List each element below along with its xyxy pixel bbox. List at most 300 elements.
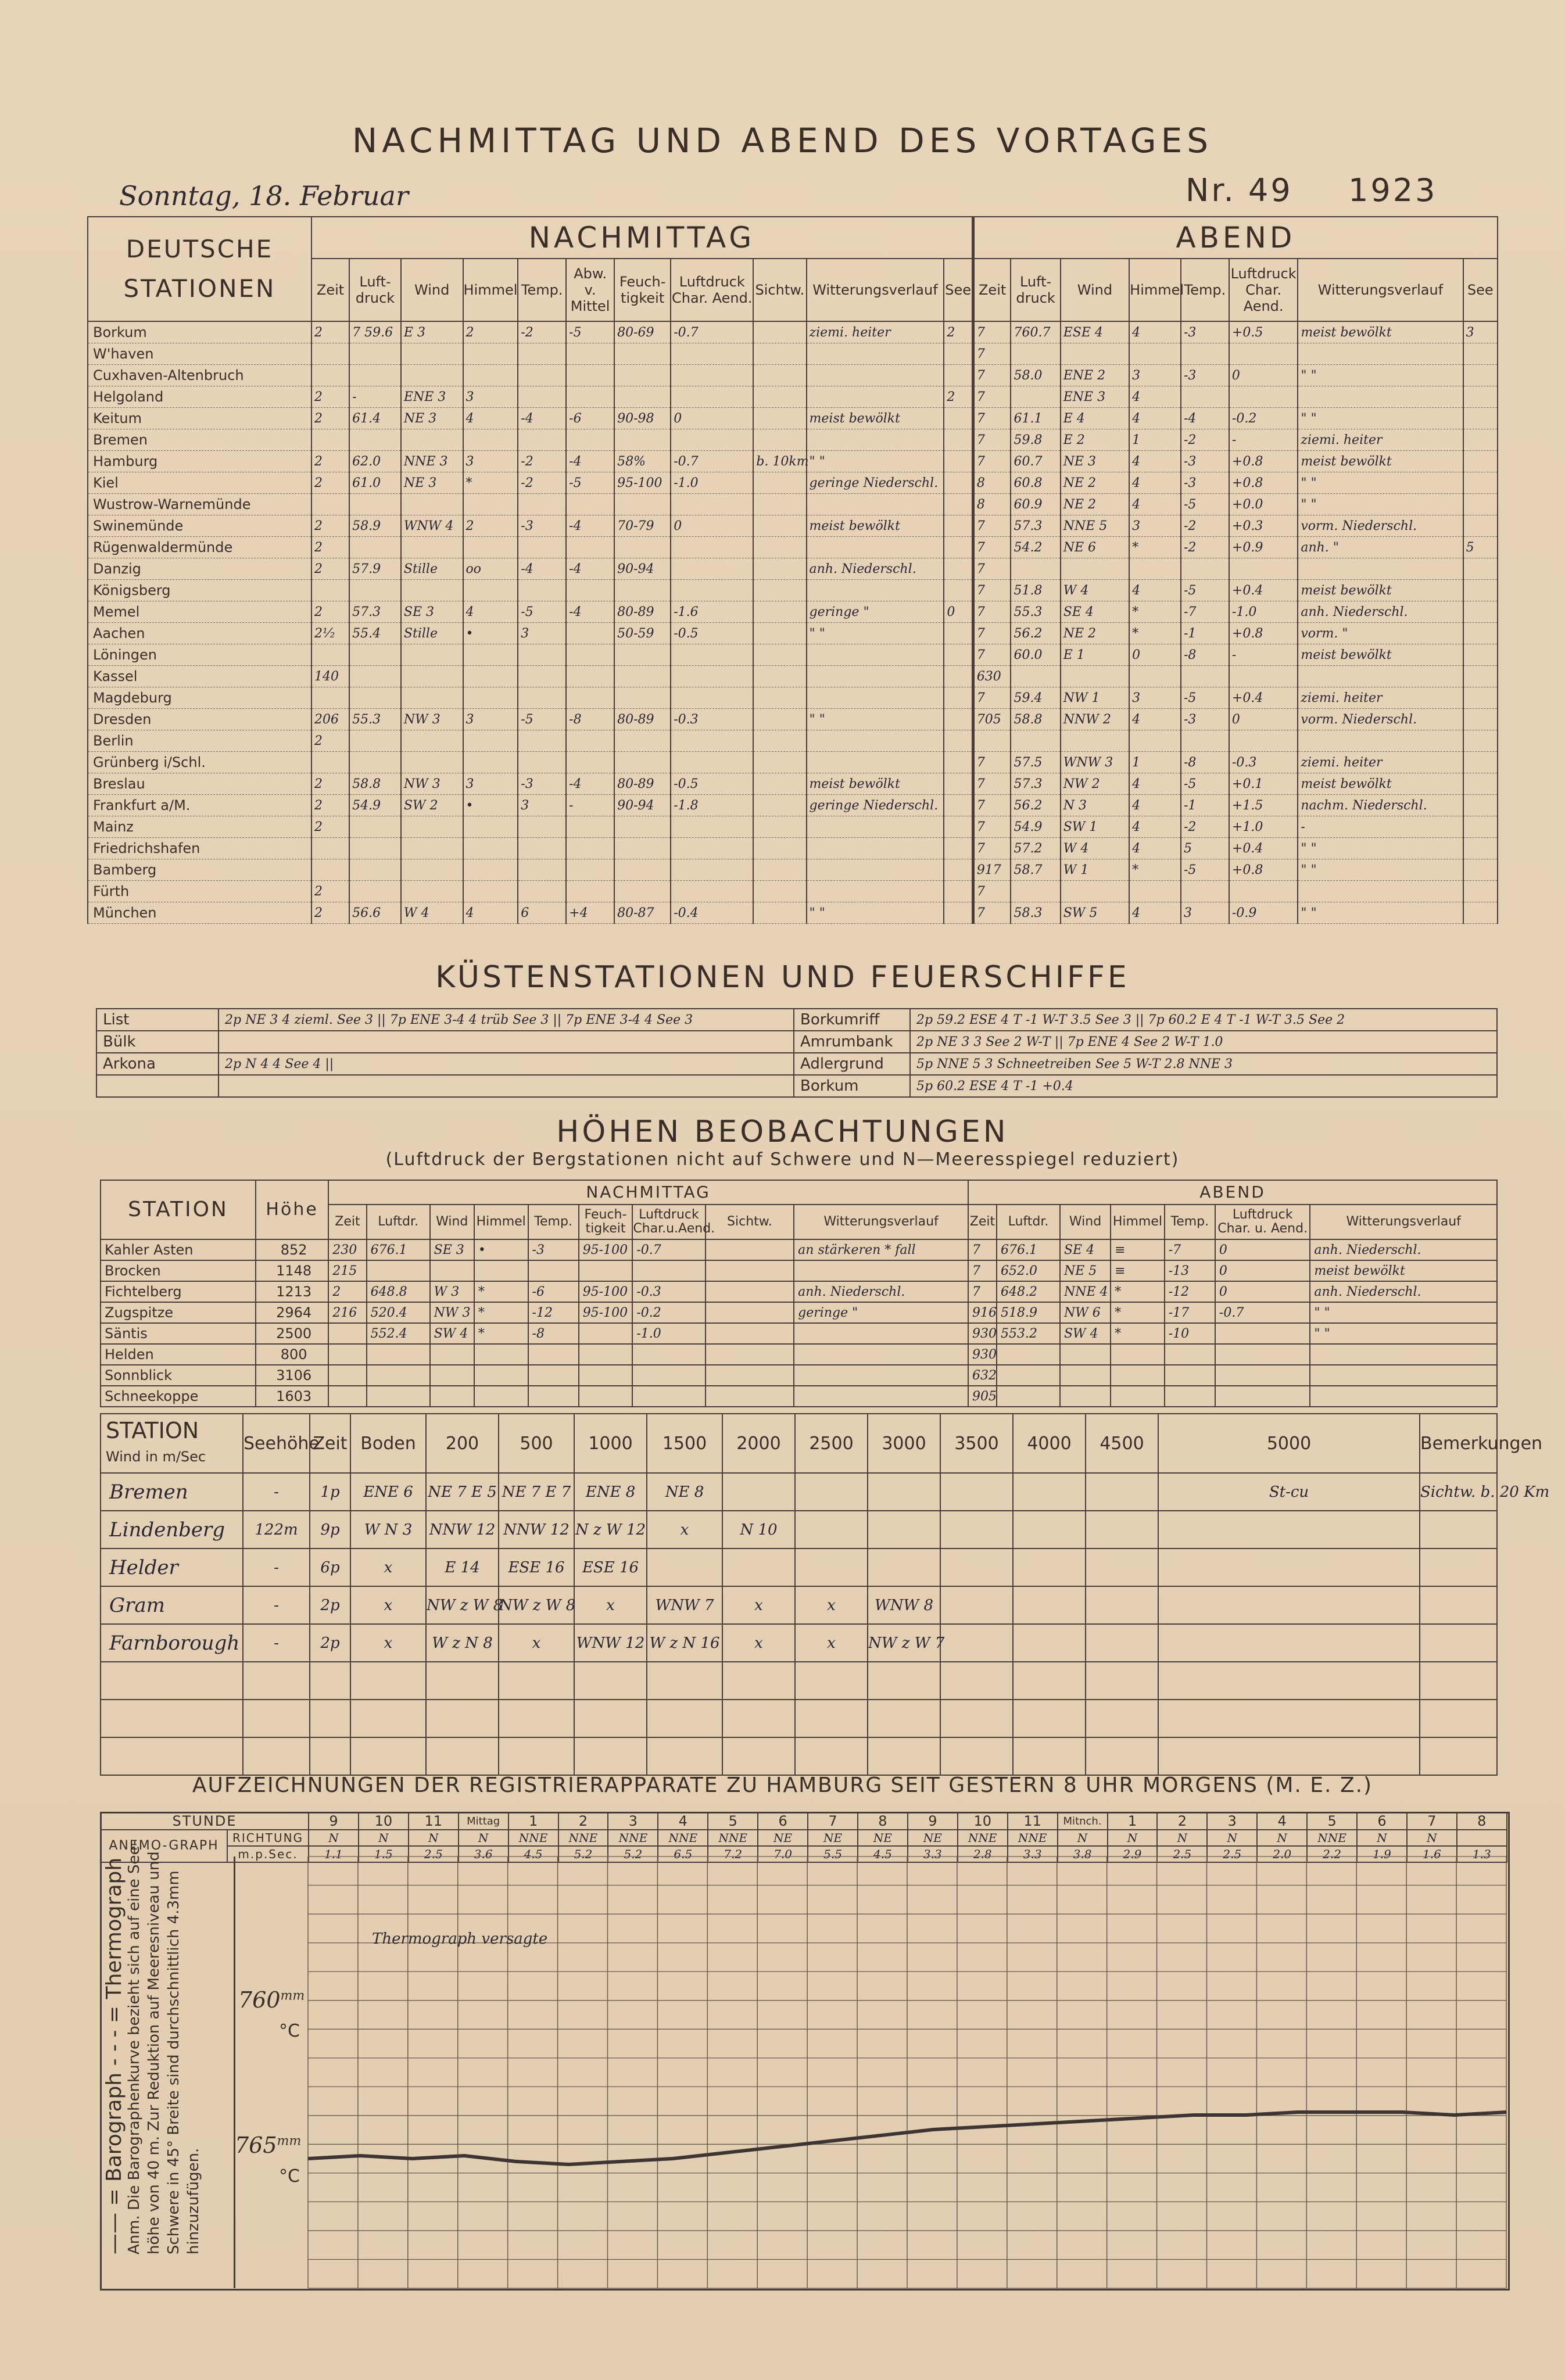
ab-cell: 5: [1463, 537, 1498, 558]
richtung-label: RICHTUNG: [227, 1830, 309, 1846]
wind-cell: [243, 1737, 310, 1775]
station-name: Dresden: [88, 709, 311, 730]
ab-col-header: Wind: [1061, 259, 1129, 321]
ab-cell: +0.4: [1229, 687, 1298, 709]
table-row: [88, 773, 1498, 795]
mount-ab-cell: *: [1111, 1281, 1165, 1302]
nm-cell: [463, 537, 518, 558]
table-row: [88, 859, 1498, 881]
nm-cell: geringe Niederschl.: [807, 472, 944, 494]
legend-line5: hinzuzufügen.: [185, 2148, 202, 2254]
mount-station-name: Sonnblick: [101, 1365, 256, 1386]
direction-cell: N: [1157, 1830, 1207, 1846]
y-label-765-value: 765: [235, 2132, 277, 2158]
nm-cell: [566, 881, 614, 902]
ab-cell: NE 2: [1061, 472, 1129, 494]
nm-cell: [566, 644, 614, 666]
station-name: Cuxhaven-Altenbruch: [88, 365, 311, 386]
table-row: [101, 1323, 1497, 1344]
nm-cell: [944, 472, 973, 494]
nm-cell: Stille: [401, 558, 463, 580]
mount-ab-cell: [1310, 1365, 1497, 1386]
direction-cell: NNE: [658, 1830, 708, 1846]
nm-cell: [671, 537, 753, 558]
nm-cell: NNE 3: [401, 451, 463, 472]
nm-cell: 2: [311, 537, 349, 558]
ab-col-header: Witterungsverlauf: [1298, 259, 1463, 321]
ab-cell: 3: [1129, 515, 1181, 537]
ab-cell: 0: [1229, 365, 1298, 386]
nm-cell: [614, 859, 671, 881]
ab-cell: E 2: [1061, 429, 1129, 451]
wind-cell: NNW 12: [426, 1511, 499, 1549]
nm-cell: -4: [566, 515, 614, 537]
nm-cell: [807, 816, 944, 838]
nm-cell: Stille: [401, 623, 463, 644]
ab-cell: +0.5: [1229, 321, 1298, 343]
wind-cell: [426, 1662, 499, 1700]
wind-cell: [310, 1700, 350, 1737]
ab-cell: [1298, 730, 1463, 752]
nm-cell: -1.0: [671, 472, 753, 494]
nm-cell: [311, 752, 349, 773]
ab-cell: *: [1129, 537, 1181, 558]
wind-cell: N z W 12: [574, 1511, 647, 1549]
nm-cell: [753, 859, 806, 881]
coast-row: [96, 1031, 1497, 1053]
wind-cell: NW z W 8: [426, 1586, 499, 1624]
ab-cell: 58.3: [1011, 902, 1060, 924]
nm-cell: 80-89: [614, 709, 671, 730]
wind-col-header: 5000: [1158, 1414, 1420, 1473]
speed-cell: 2.5: [1157, 1846, 1207, 1862]
table-row: [88, 816, 1498, 838]
nm-cell: 61.0: [349, 472, 401, 494]
nm-cell: NW 3: [401, 773, 463, 795]
mount-nm-col: Sichtw.: [705, 1205, 794, 1239]
ab-cell: meist bewölkt: [1298, 644, 1463, 666]
mount-nm-cell: *: [474, 1281, 528, 1302]
hour-cell: 1: [508, 1812, 558, 1830]
ab-cell: -2: [1181, 816, 1229, 838]
mount-nm-cell: [705, 1302, 794, 1323]
mount-ab-cell: " ": [1310, 1302, 1497, 1323]
nm-cell: 90-98: [614, 408, 671, 429]
ab-cell: +0.0: [1229, 494, 1298, 515]
speed-cell: 3.6: [459, 1846, 508, 1862]
nm-col-header: Feuch-tigkeit: [614, 259, 671, 321]
coast-left-name: [96, 1075, 219, 1097]
nm-cell: 57.9: [349, 558, 401, 580]
wind-cell: [1420, 1737, 1497, 1775]
nm-cell: [671, 494, 753, 515]
ab-cell: +1.0: [1229, 816, 1298, 838]
ab-cell: 3: [1129, 687, 1181, 709]
mount-nm-cell: -0.3: [632, 1281, 705, 1302]
coast-left-value: [219, 1031, 794, 1053]
mount-station-name: Helden: [101, 1344, 256, 1365]
wind-cell: [1420, 1624, 1497, 1662]
table-row: [101, 1662, 1497, 1700]
ab-cell: [1181, 881, 1229, 902]
table-row: [88, 623, 1498, 644]
wind-station-label: STATION: [106, 1417, 199, 1443]
ab-cell: -7: [1181, 601, 1229, 623]
mount-nm-cell: -1.0: [632, 1323, 705, 1344]
mount-station-name: Schneekoppe: [101, 1386, 256, 1407]
mount-ab-cell: 0: [1215, 1260, 1310, 1281]
nm-cell: [311, 494, 349, 515]
ab-cell: anh. ": [1298, 537, 1463, 558]
direction-cell: N: [359, 1830, 409, 1846]
ab-cell: -5: [1181, 773, 1229, 795]
mount-ab-cell: 930: [968, 1344, 997, 1365]
nm-cell: [401, 666, 463, 687]
coast-row: [96, 1053, 1497, 1075]
ab-cell: [1061, 666, 1129, 687]
nm-col-header: Witterungsverlauf: [807, 259, 944, 321]
nm-cell: [518, 537, 566, 558]
wind-cell: [1013, 1511, 1086, 1549]
ab-cell: [1229, 881, 1298, 902]
wind-cell: ESE 16: [499, 1549, 574, 1586]
wind-cell: x: [795, 1586, 868, 1624]
mount-nm-cell: [579, 1323, 633, 1344]
station-name: Keitum: [88, 408, 311, 429]
coast-left-name: Arkona: [96, 1053, 219, 1075]
hour-cell: 5: [1307, 1812, 1357, 1830]
nm-cell: -4: [518, 408, 566, 429]
nm-cell: [614, 687, 671, 709]
ab-cell: [1011, 881, 1060, 902]
nm-cell: [944, 644, 973, 666]
nm-cell: 57.3: [349, 601, 401, 623]
nm-cell: [518, 494, 566, 515]
ab-cell: 917: [973, 859, 1011, 881]
nm-cell: 2: [311, 902, 349, 924]
nm-cell: -2: [518, 451, 566, 472]
nm-cell: [614, 666, 671, 687]
nm-cell: [518, 752, 566, 773]
mount-station-name: Säntis: [101, 1323, 256, 1344]
ab-cell: 7: [973, 580, 1011, 601]
mount-nm-cell: SE 3: [430, 1239, 474, 1260]
ab-cell: [1298, 666, 1463, 687]
nm-cell: [671, 558, 753, 580]
mount-ab-cell: 0: [1215, 1281, 1310, 1302]
nm-cell: [463, 730, 518, 752]
ab-cell: -2: [1181, 515, 1229, 537]
ab-cell: 7: [973, 752, 1011, 773]
ab-cell: ziemi. heiter: [1298, 429, 1463, 451]
nm-cell: 2: [311, 321, 349, 343]
ab-cell: 56.2: [1011, 623, 1060, 644]
nm-cell: [349, 816, 401, 838]
nm-cell: 2: [463, 515, 518, 537]
nm-cell: [518, 730, 566, 752]
nm-cell: [518, 838, 566, 859]
ab-cell: 54.9: [1011, 816, 1060, 838]
ab-cell: NNE 5: [1061, 515, 1129, 537]
mount-nm-cell: [328, 1386, 366, 1407]
mount-nm-cell: geringe ": [794, 1302, 968, 1323]
nm-cell: [944, 451, 973, 472]
speed-cell: 3.3: [908, 1846, 958, 1862]
mount-nm-cell: -6: [528, 1281, 579, 1302]
wind-cell: [1420, 1549, 1497, 1586]
wind-station-name: [101, 1662, 243, 1700]
mount-ab-cell: 7: [968, 1260, 997, 1281]
wind-cell: [1158, 1700, 1420, 1737]
nm-cell: -4: [566, 451, 614, 472]
table-row: [101, 1386, 1497, 1407]
wind-cell: [940, 1700, 1013, 1737]
ab-cell: [1298, 558, 1463, 580]
wind-cell: W z N 8: [426, 1624, 499, 1662]
table-row: [88, 408, 1498, 429]
nm-cell: [349, 429, 401, 451]
direction-cell: NE: [908, 1830, 958, 1846]
ab-cell: [1129, 343, 1181, 365]
nm-cell: •: [463, 795, 518, 816]
ab-cell: 59.8: [1011, 429, 1060, 451]
mount-nm-cell: 552.4: [367, 1323, 430, 1344]
table-row: [88, 515, 1498, 537]
hour-cell: 5: [708, 1812, 758, 1830]
ab-cell: [1298, 386, 1463, 408]
mount-ab-cell: meist bewölkt: [1310, 1260, 1497, 1281]
station-name: Danzig: [88, 558, 311, 580]
speed-cell: 4.5: [508, 1846, 558, 1862]
nm-cell: 58.9: [349, 515, 401, 537]
ab-cell: [1463, 687, 1498, 709]
nm-cell: " ": [807, 902, 944, 924]
wind-cell: NW z W 8: [499, 1586, 574, 1624]
mount-nm-cell: 215: [328, 1260, 366, 1281]
ab-cell: 7: [973, 451, 1011, 472]
ab-cell: 8: [973, 472, 1011, 494]
ab-cell: 4: [1129, 795, 1181, 816]
ab-cell: +0.3: [1229, 515, 1298, 537]
mount-nm-cell: [367, 1365, 430, 1386]
direction-cell: N: [1207, 1830, 1257, 1846]
ab-cell: [1061, 730, 1129, 752]
wind-cell: [1013, 1473, 1086, 1511]
ab-cell: NE 3: [1061, 451, 1129, 472]
table-row: [88, 795, 1498, 816]
wind-cell: x: [722, 1624, 795, 1662]
ab-cell: 4: [1129, 709, 1181, 730]
nm-cell: [807, 494, 944, 515]
hour-cell: 7: [808, 1812, 858, 1830]
nm-cell: " ": [807, 451, 944, 472]
nm-cell: [671, 730, 753, 752]
nm-cell: 2: [311, 451, 349, 472]
nm-cell: [944, 838, 973, 859]
nm-cell: [753, 601, 806, 623]
mount-nm-cell: 95-100: [579, 1302, 633, 1323]
ab-cell: -2: [1181, 537, 1229, 558]
nm-cell: [944, 408, 973, 429]
wind-col-header: 500: [499, 1414, 574, 1473]
mount-ab-cell: SW 4: [1060, 1323, 1111, 1344]
table-row: [101, 1344, 1497, 1365]
ab-cell: SE 4: [1061, 601, 1129, 623]
ab-cell: 7: [973, 902, 1011, 924]
station-name: Kassel: [88, 666, 311, 687]
nm-cell: geringe Niederschl.: [807, 795, 944, 816]
wind-cell: N 10: [722, 1511, 795, 1549]
ab-cell: 7: [973, 838, 1011, 859]
mount-height: 1148: [256, 1260, 328, 1281]
table-row: [88, 752, 1498, 773]
mount-nm-cell: [430, 1365, 474, 1386]
ab-cell: 58.0: [1011, 365, 1060, 386]
station-name: Frankfurt a/M.: [88, 795, 311, 816]
mount-ab-cell: 518.9: [997, 1302, 1060, 1323]
table-row: [88, 644, 1498, 666]
ab-cell: [1298, 343, 1463, 365]
nm-cell: 2: [944, 386, 973, 408]
wind-cell: 6p: [310, 1549, 350, 1586]
mount-height-header: Höhe: [256, 1180, 328, 1239]
ab-cell: 7: [973, 515, 1011, 537]
station-name: Helgoland: [88, 386, 311, 408]
table-row: [88, 730, 1498, 752]
station-name: Aachen: [88, 623, 311, 644]
ab-cell: vorm. Niederschl.: [1298, 709, 1463, 730]
mount-ab-cell: [1165, 1344, 1215, 1365]
ab-cell: +0.8: [1229, 623, 1298, 644]
direction-cell: N: [309, 1830, 359, 1846]
mount-nm-cell: [328, 1365, 366, 1386]
wind-cell: [1013, 1662, 1086, 1700]
station-name: Memel: [88, 601, 311, 623]
nm-cell: [671, 644, 753, 666]
mount-ab-col: Himmel: [1111, 1205, 1165, 1239]
mount-ab-cell: -17: [1165, 1302, 1215, 1323]
mount-nm-cell: [705, 1239, 794, 1260]
nm-cell: W 4: [401, 902, 463, 924]
nm-cell: [349, 580, 401, 601]
nm-cell: [401, 752, 463, 773]
mount-ab-cell: NE 5: [1060, 1260, 1111, 1281]
table-row: [88, 429, 1498, 451]
hour-cell: 9: [309, 1812, 359, 1830]
nm-cell: [463, 580, 518, 601]
hour-cell: 4: [658, 1812, 708, 1830]
ab-cell: [1463, 429, 1498, 451]
nm-cell: [518, 386, 566, 408]
ab-cell: 0: [1229, 709, 1298, 730]
nm-cell: [807, 687, 944, 709]
ab-cell: [1181, 386, 1229, 408]
coast-right-value: 5p NNE 5 3 Schneetreiben See 5 W-T 2.8 NNE 3: [910, 1053, 1497, 1075]
nachmittag-header: NACHMITTAG: [311, 217, 973, 259]
nm-cell: [671, 343, 753, 365]
speed-cell: 5.2: [608, 1846, 658, 1862]
mount-nm-cell: [579, 1344, 633, 1365]
mount-nm-cell: [632, 1344, 705, 1365]
nm-cell: -4: [566, 773, 614, 795]
ab-cell: E 1: [1061, 644, 1129, 666]
ab-cell: 1: [1129, 429, 1181, 451]
mount-nm-cell: 520.4: [367, 1302, 430, 1323]
ab-cell: [1061, 881, 1129, 902]
nm-cell: [311, 687, 349, 709]
ab-cell: -1: [1181, 623, 1229, 644]
nm-cell: [518, 580, 566, 601]
ab-cell: -8: [1181, 644, 1229, 666]
speed-label: m.p.Sec.: [227, 1846, 309, 1862]
nm-cell: [944, 902, 973, 924]
nm-cell: [753, 321, 806, 343]
wind-cell: Sichtw. b. 20 Km: [1420, 1473, 1497, 1511]
nm-cell: [753, 343, 806, 365]
nm-cell: [614, 730, 671, 752]
wind-cell: [868, 1662, 940, 1700]
nm-cell: -5: [518, 601, 566, 623]
wind-cell: NW z W 7: [868, 1624, 940, 1662]
ab-cell: [973, 730, 1011, 752]
ab-cell: +0.4: [1229, 580, 1298, 601]
ab-cell: 57.2: [1011, 838, 1060, 859]
ab-cell: [1463, 773, 1498, 795]
mount-nm-cell: *: [474, 1302, 528, 1323]
speed-cell: 1.1: [309, 1846, 359, 1862]
mount-nm-cell: [474, 1365, 528, 1386]
ab-cell: -5: [1181, 687, 1229, 709]
ab-cell: [1011, 343, 1060, 365]
wind-cell: ENE 8: [574, 1473, 647, 1511]
station-name: W'haven: [88, 343, 311, 365]
nm-cell: 2: [311, 515, 349, 537]
mount-ab-cell: [1165, 1365, 1215, 1386]
wind-cell: -: [243, 1473, 310, 1511]
table-row: [88, 386, 1498, 408]
nm-cell: 90-94: [614, 558, 671, 580]
ab-cell: nachm. Niederschl.: [1298, 795, 1463, 816]
speed-cell: 7.2: [708, 1846, 758, 1862]
ab-cell: [1463, 386, 1498, 408]
wind-col-header: Zeit: [310, 1414, 350, 1473]
nm-col-header: Himmel: [463, 259, 518, 321]
ab-cell: [1463, 365, 1498, 386]
hour-cell: 11: [1008, 1812, 1058, 1830]
wind-cell: [795, 1662, 868, 1700]
nm-cell: [753, 537, 806, 558]
ab-cell: [1463, 838, 1498, 859]
mount-ab-cell: NNE 4: [1060, 1281, 1111, 1302]
nm-cell: [463, 365, 518, 386]
nm-cell: [753, 795, 806, 816]
upper-winds-table: [100, 1413, 1550, 1776]
table-row: [101, 1302, 1497, 1323]
direction-cell: N: [459, 1830, 508, 1846]
nm-cell: -2: [518, 472, 566, 494]
nm-cell: -0.5: [671, 773, 753, 795]
mount-ab-cell: 7: [968, 1281, 997, 1302]
nm-cell: -0.4: [671, 902, 753, 924]
ab-cell: *: [1129, 623, 1181, 644]
wind-cell: [1420, 1662, 1497, 1700]
mount-ab-cell: anh. Niederschl.: [1310, 1239, 1497, 1260]
nm-cell: [753, 580, 806, 601]
nm-cell: [401, 730, 463, 752]
nm-cell: 3: [518, 795, 566, 816]
nm-cell: [944, 365, 973, 386]
wind-cell: [350, 1662, 426, 1700]
